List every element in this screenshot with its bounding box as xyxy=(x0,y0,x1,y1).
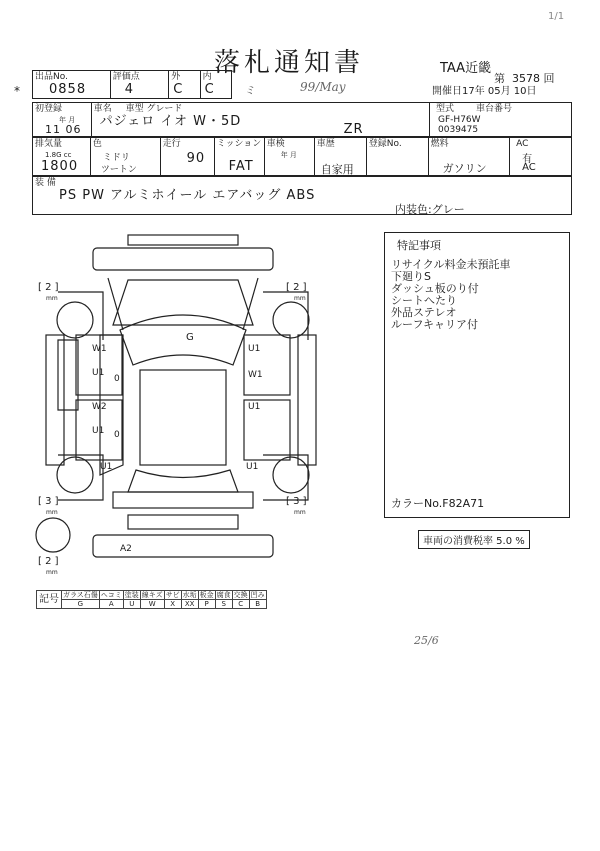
reg-no-cell: 登録No. xyxy=(366,138,428,176)
lot-value: 0858 xyxy=(49,82,87,97)
page-number: 1/1 xyxy=(548,11,565,22)
symbol-legend: 記号 ガラス石傷 ヘコミ 塗装 線キズ サビ 水垢 板金 腐食 交換 凹み G A U W X XX P S C B xyxy=(36,590,267,609)
ext-cell: 外 C xyxy=(169,71,200,99)
rear-gate xyxy=(113,492,253,508)
fuel-value: ガソリン xyxy=(442,162,487,175)
row1-table xyxy=(32,70,232,99)
tire-fr-mark: [ 2 ] xyxy=(286,282,307,293)
left-panels xyxy=(58,335,123,475)
mark-u1-right-a: U1 xyxy=(248,344,261,354)
remarks-title: 特記事項 xyxy=(397,239,441,252)
tire-rr-mark: [ 3 ] xyxy=(286,496,307,507)
model-cell: 型式 車台番号 GF-H76W 0039475 xyxy=(430,103,572,137)
ac-cell: AC 有 AC xyxy=(510,138,572,176)
history-value: 自家用 xyxy=(320,163,354,176)
color-value-1: ミドリ xyxy=(102,153,130,163)
lot-cell: 出品No. 0858 xyxy=(33,71,111,99)
score-cell: 評価点 4 xyxy=(110,71,169,99)
row3-table xyxy=(32,137,572,176)
wheel-fr xyxy=(273,302,309,338)
hood xyxy=(113,280,253,325)
equipment-value: PS PW アルミホイール エアバッグ ABS xyxy=(59,188,316,203)
mileage-cell: 走行 90 xyxy=(160,138,214,176)
color-cell: 色 ミドリ ツートン xyxy=(90,138,160,176)
mark-u1-right-b: U1 xyxy=(248,402,261,412)
remarks-box xyxy=(384,232,570,518)
int-value: C xyxy=(204,82,215,97)
mark-w1-right: W1 xyxy=(248,370,263,380)
rear-panel xyxy=(128,515,238,529)
mark-g: G xyxy=(186,332,194,343)
car-name-value: パジェロ イオ W・5D xyxy=(99,114,242,129)
document-title: 落札通知書 xyxy=(214,48,365,78)
color-number: カラーNo.F82A71 xyxy=(391,497,485,510)
row2-table xyxy=(32,102,572,137)
wheel-fl xyxy=(57,302,93,338)
model-value: GF-H76W xyxy=(438,115,481,125)
tire-fl-mark: [ 2 ] xyxy=(38,282,59,293)
inspection-cell: 車検 年 月 xyxy=(264,138,314,176)
mark-u1-left-c: U1 xyxy=(100,462,113,472)
first-reg-cell: 初登録 年 月 11 06 xyxy=(33,103,92,137)
spare-tire xyxy=(36,518,70,552)
right-sill xyxy=(298,335,316,465)
mark-u1-left-b: U1 xyxy=(92,426,105,436)
roof xyxy=(140,370,226,465)
car-name-cell: 車名 車型 グレード パジェロ イオ W・5D ZR xyxy=(91,103,429,137)
windshield xyxy=(120,315,246,365)
handwriting-mi: ミ xyxy=(244,84,255,97)
chassis-value: 0039475 xyxy=(438,125,479,135)
spare-mark: [ 2 ] xyxy=(38,556,59,567)
handwriting-top: 99/May xyxy=(300,80,346,94)
mark-u1-right-c: U1 xyxy=(246,462,259,472)
remarks-list xyxy=(391,259,510,331)
remark-line: 下廻りS xyxy=(391,270,431,283)
remark-line: ダッシュ板のり付 xyxy=(391,282,479,295)
equipment-table xyxy=(32,176,572,215)
fuel-cell: 燃料 ガソリン xyxy=(428,138,509,176)
history-cell: 車歴 自家用 xyxy=(314,138,366,176)
legend-header-label: 記号 xyxy=(37,591,62,609)
score-value: 4 xyxy=(124,82,134,97)
mark-w1-left: W1 xyxy=(92,344,107,354)
ac-value-2: AC xyxy=(522,162,536,173)
equipment-cell: 装 備 PS PW アルミホイール エアバッグ ABS 内装色:グレー xyxy=(33,177,572,215)
wheel-rl xyxy=(57,457,93,493)
mark-zero-a: 0 xyxy=(114,374,120,384)
auction-house: TAA近畿 xyxy=(440,61,492,76)
remark-line: 外品ステレオ xyxy=(391,306,457,319)
remark-line: ルーフキャリア付 xyxy=(391,318,479,331)
mission-cell: ミッション FAT xyxy=(214,138,264,176)
mark-u1-left-a: U1 xyxy=(92,368,105,378)
remark-line: リサイクル料金未預託車 xyxy=(391,258,511,271)
mileage-value: 90 xyxy=(186,151,206,166)
tire-rl-mark: [ 3 ] xyxy=(38,496,59,507)
grade-value: ZR xyxy=(343,122,364,137)
lot-round: 第 3578 回 xyxy=(494,72,555,85)
displacement-value: 1800 xyxy=(41,159,79,174)
front-bumper xyxy=(93,248,273,270)
displacement-cell: 排気量 1.8G cc 1800 xyxy=(33,138,91,176)
int-cell: 内 C xyxy=(200,71,231,99)
ext-value: C xyxy=(173,82,184,97)
mission-value: FAT xyxy=(228,159,254,174)
wheel-rr xyxy=(273,457,309,493)
handwriting-bottom: 25/6 xyxy=(414,634,439,647)
ac-value-1: 有 xyxy=(522,154,533,165)
remark-line: シートへたり xyxy=(391,294,457,307)
auction-date: 開催日17年 05月 10日 xyxy=(432,86,537,97)
mark-w2-left: W2 xyxy=(92,402,107,412)
first-reg-value: 11 06 xyxy=(45,123,82,136)
color-value-2: ツートン xyxy=(100,165,137,175)
rear-window xyxy=(128,470,238,492)
tax-note: 車両の消費税率 5.0 % xyxy=(418,530,530,549)
front-bumper-top xyxy=(128,235,238,245)
interior-color: 内装色:グレー xyxy=(395,203,465,216)
mark-zero-b: 0 xyxy=(114,430,120,440)
left-sill xyxy=(46,335,64,465)
mark-a2: A2 xyxy=(120,544,132,554)
star-mark: * xyxy=(14,84,20,98)
